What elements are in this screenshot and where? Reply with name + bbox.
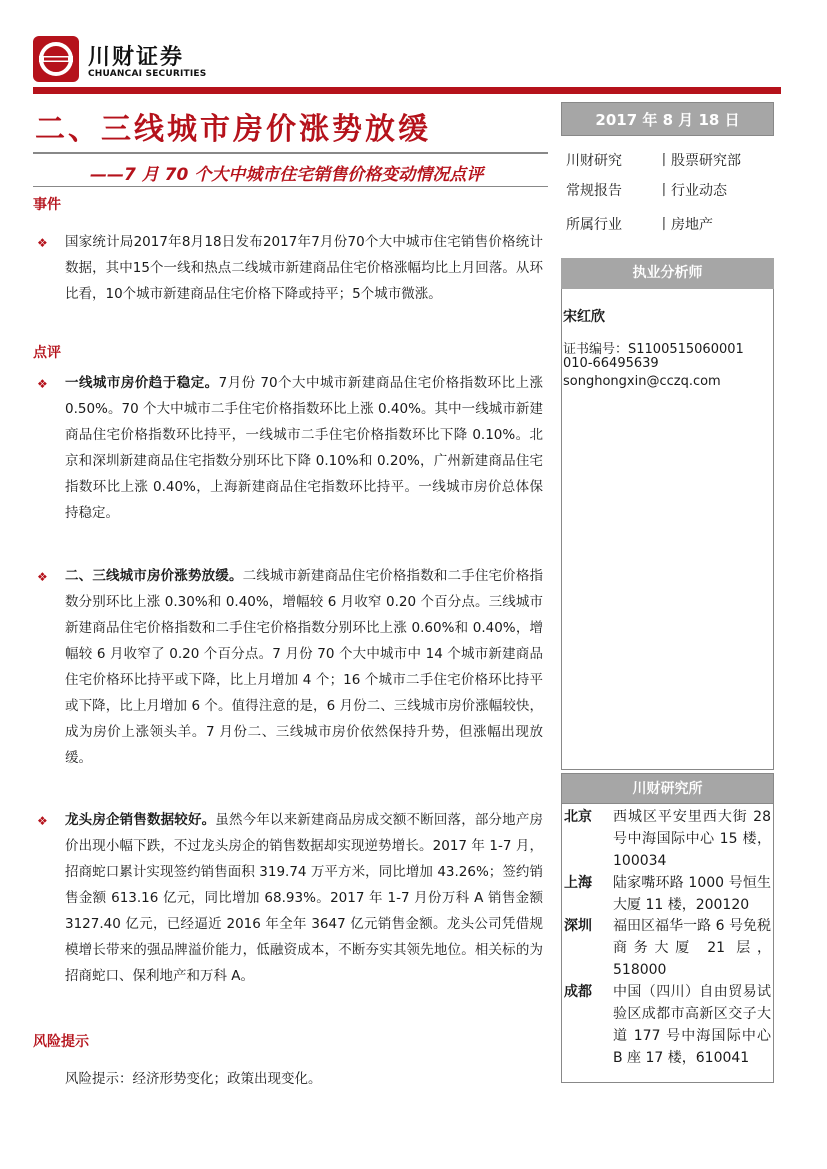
section-head-comment: 点评 [33, 345, 61, 361]
office-city: 上海 [564, 875, 592, 891]
comment-text-2: 二线城市新建商品住宅价格指数和二手住宅价格指数分别环比上涨 0.30%和 0.40%，增幅较 6 月收窄 0.20 个百分点。三线城市新建商品住宅价格指数和二手住宅价格指数分别环比上涨 0.60%和 0.40%，增幅较 6 月收窄了 0.20 个百分点。7 月份 70 个大中城市中 14 个城市新建商品住宅价格环比持平或下降，比上月增加 4 个；16 个城市二手住宅价格环比持平或下降，比上月增加 6 个。值得注意的是，6 月份二、三线城市房价涨幅较快，成为房价上涨领头羊。7 月份二、三线城市房价依然保持升势，但涨幅出现放缓。 [65, 568, 544, 766]
diamond-bullet-icon: ❖ [37, 814, 48, 828]
institute-heading: 川财研究所 [561, 773, 774, 804]
office-address: 陆家嘴环路 1000 号恒生大厦 11 楼，200120 [613, 875, 771, 913]
section-head-event: 事件 [33, 197, 61, 213]
office-address: 中国（四川）自由贸易试验区成都市高新区交子大道 177 号中海国际中心 B 座 17 楼，610041 [613, 984, 771, 1066]
side-value-report: 丨行业动态 [657, 183, 727, 199]
side-label-industry: 所属行业 [566, 217, 622, 233]
comment-paragraph-1 [65, 370, 543, 526]
comment-text-3: 虽然今年以来新建商品房成交额不断回落，部分地产房价出现小幅下跌，不过龙头房企的销售数据却实现逆势增长。2017 年 1-7 月，招商蛇口累计实现签约销售面积 319.74 万平方米，同比增加 43.26%；签约销售金额 613.16 亿元，同比增加 68.93%。2017 年 1-7 月份万科 A 销售金额 3127.40 亿元，已经逼近 2016 年全年 3647 亿元销售金额。龙头公司凭借规模增长带来的强品牌溢价能力，低融资成本，不断夯实其领先地位。相关标的为招商蛇口、保利地产和万科 A。 [65, 812, 544, 984]
diamond-bullet-icon: ❖ [37, 236, 48, 250]
office-address: 西城区平安里西大街 28 号中海国际中心 15 楼，100034 [613, 809, 771, 869]
comment-paragraph-3 [65, 807, 543, 989]
page-title: 二、三线城市房价涨势放缓 [35, 112, 431, 147]
analyst-cert: 证书编号：S1100515060001 [563, 342, 744, 357]
brand-name-cn: 川财证券 [88, 45, 185, 70]
analyst-email[interactable]: songhongxin@cczq.com [563, 374, 721, 389]
header-divider [33, 87, 781, 94]
side-label-research: 川财研究 [566, 153, 622, 169]
title-divider [33, 152, 548, 154]
subtitle-divider [33, 186, 548, 187]
office-address: 福田区福华一路 6 号免税商务大厦 21 层，518000 [613, 918, 771, 978]
comment-lead-1: 一线城市房价趋于稳定。 [65, 375, 219, 391]
report-date: 2017 年 8 月 18 日 [561, 102, 774, 136]
comment-lead-3: 龙头房企销售数据较好。 [65, 812, 216, 828]
analyst-box [561, 258, 774, 770]
comment-text-1: 7月份 70个大中城市新建商品住宅价格指数环比上涨 0.50%。70 个大中城市二手住宅价格指数环比上涨 0.40%。其中一线城市新建商品住宅价格指数环比持平，一线城市二手住宅价格指数环比下降 0.10%。北京和深圳新建商品住宅指数分别环比下降 0.10%和 0.20%，广州新建商品住宅指数环比上涨 0.40%，上海新建商品住宅指数环比持平。一线城市房价总体保持稳定。 [65, 375, 543, 521]
side-value-industry: 丨房地产 [657, 217, 713, 233]
risk-paragraph: 风险提示：经济形势变化；政策出现变化。 [65, 1071, 322, 1087]
chuancai-logo-icon [33, 36, 79, 82]
analyst-name: 宋红欣 [563, 309, 605, 325]
side-value-research: 丨股票研究部 [657, 153, 741, 169]
side-label-report: 常规报告 [566, 183, 622, 199]
office-city: 深圳 [564, 918, 592, 934]
analyst-phone: 010-66495639 [563, 356, 659, 371]
analyst-heading: 执业分析师 [561, 258, 774, 289]
page-subtitle: ——7 月 70 个大中城市住宅销售价格变动情况点评 [90, 165, 484, 185]
comment-lead-2: 二、三线城市房价涨势放缓。 [65, 568, 243, 584]
brand-name-en: CHUANCAI SECURITIES [88, 69, 207, 79]
comment-paragraph-2 [65, 563, 543, 771]
section-head-risk: 风险提示 [33, 1034, 89, 1050]
diamond-bullet-icon: ❖ [37, 570, 48, 584]
diamond-bullet-icon: ❖ [37, 377, 48, 391]
office-city: 北京 [564, 809, 592, 825]
office-city: 成都 [564, 984, 592, 1000]
event-paragraph: 国家统计局2017年8月18日发布2017年7月份70个大中城市住宅销售价格统计数据，其中15个一线和热点二线城市新建商品住宅价格涨幅均比上月回落。从环比看，10个城市新建商品住宅价格下降或持平；5个城市微涨。 [65, 234, 543, 302]
